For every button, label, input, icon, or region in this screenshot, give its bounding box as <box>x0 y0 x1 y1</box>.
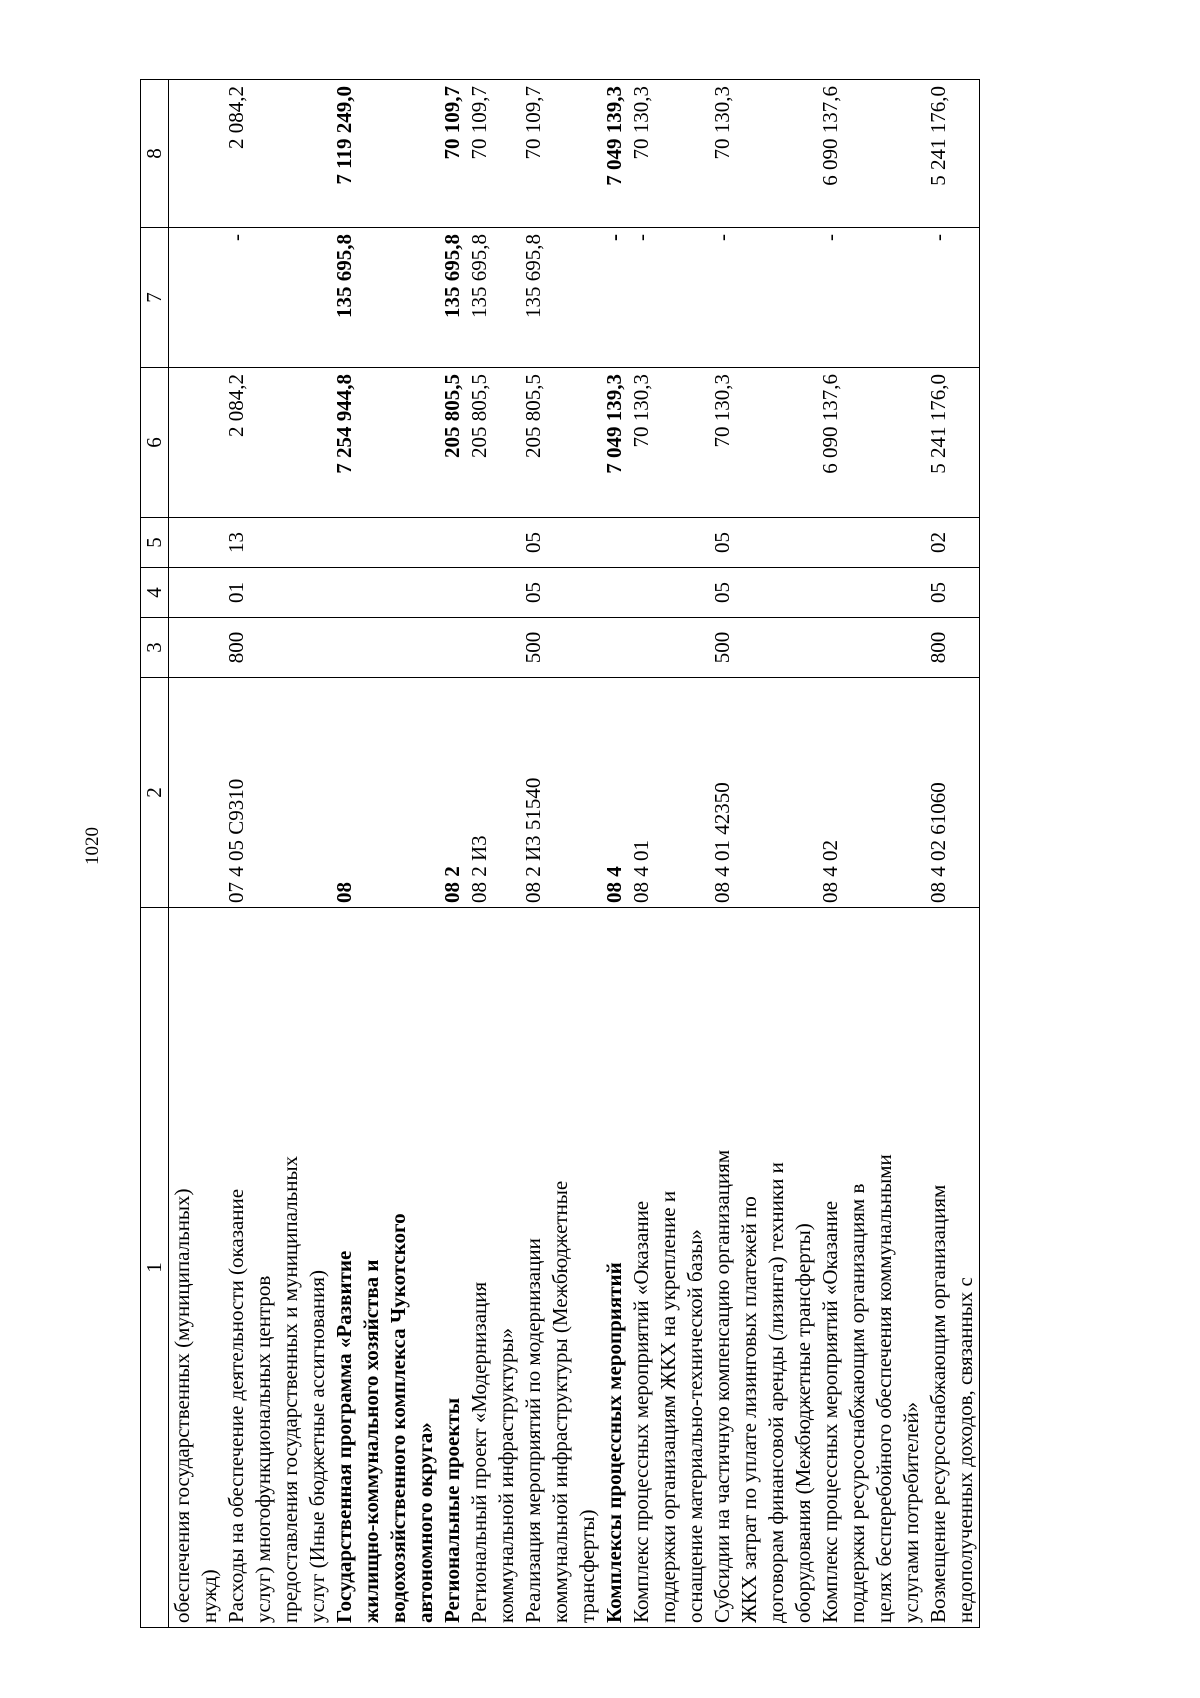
row-value-8-cell: 7 119 249,0 <box>331 80 439 228</box>
row-value-8-cell: 2 084,2 <box>223 80 331 228</box>
row-rz-cell: 05 <box>925 568 980 618</box>
row-code-cell: 08 4 02 61060 <box>925 678 980 908</box>
row-rz-cell: 01 <box>223 568 331 618</box>
row-rz-cell <box>331 568 439 618</box>
row-pr-cell: 02 <box>925 518 980 568</box>
row-value-6-cell: 205 805,5 <box>466 368 520 518</box>
row-code-cell: 08 4 01 <box>628 678 709 908</box>
header-cell: 1 <box>141 908 169 1628</box>
row-pr-cell: 05 <box>520 518 601 568</box>
row-vr-cell: 500 <box>520 618 601 678</box>
row-rz-cell <box>169 568 224 618</box>
row-rz-cell <box>817 568 925 618</box>
row-value-7-cell: - <box>601 228 628 368</box>
row-value-6-cell: 70 130,3 <box>628 368 709 518</box>
row-value-8-cell: 5 241 176,0 <box>925 80 980 228</box>
table-row <box>466 80 520 1628</box>
row-name-cell: Комплекс процессных мероприятий «Оказание поддержки организациям ЖКХ на укрепление и оснащение материально-технической базы» <box>628 908 709 1628</box>
table-row <box>223 80 331 1628</box>
header-cell: 7 <box>141 228 169 368</box>
row-rz-cell <box>628 568 709 618</box>
row-vr-cell <box>628 618 709 678</box>
row-value-7-cell <box>169 228 224 368</box>
row-value-6-cell: 205 805,5 <box>439 368 466 518</box>
row-name-cell: Комплекс процессных мероприятий «Оказание поддержки ресурсоснабжающим организациям в целях бесперебойного обеспечения коммунальными услугами потребителей» <box>817 908 925 1628</box>
row-code-cell <box>169 678 224 908</box>
row-value-8-cell: 70 109,7 <box>466 80 520 228</box>
table-row <box>628 80 709 1628</box>
row-name-cell: Возмещение ресурсоснабжающим организациям недополученных доходов, связанных с <box>925 908 980 1628</box>
row-pr-cell <box>601 518 628 568</box>
row-vr-cell <box>601 618 628 678</box>
row-value-6-cell: 70 130,3 <box>709 368 817 518</box>
row-pr-cell: 05 <box>709 518 817 568</box>
row-value-8-cell <box>169 80 224 228</box>
row-vr-cell <box>169 618 224 678</box>
row-code-cell: 08 2 И3 51540 <box>520 678 601 908</box>
row-value-6-cell: 5 241 176,0 <box>925 368 980 518</box>
row-value-8-cell: 7 049 139,3 <box>601 80 628 228</box>
row-value-8-cell: 6 090 137,6 <box>817 80 925 228</box>
row-vr-cell <box>331 618 439 678</box>
row-name-cell: Комплексы процессных мероприятий <box>601 908 628 1628</box>
row-name-cell: Расходы на обеспечение деятельности (оказание услуг) многофункциональных центров предоставления государственных и муниципальных услуг (Иные бюджетные ассигнования) <box>223 908 331 1628</box>
row-value-7-cell: - <box>817 228 925 368</box>
table-row <box>601 80 628 1628</box>
header-cell: 3 <box>141 618 169 678</box>
row-vr-cell: 500 <box>709 618 817 678</box>
budget-table <box>140 79 980 1628</box>
row-value-8-cell: 70 109,7 <box>520 80 601 228</box>
row-value-6-cell: 205 805,5 <box>520 368 601 518</box>
row-value-7-cell: 135 695,8 <box>439 228 466 368</box>
row-rz-cell <box>466 568 520 618</box>
row-value-8-cell: 70 130,3 <box>628 80 709 228</box>
row-value-8-cell: 70 109,7 <box>439 80 466 228</box>
row-value-7-cell: - <box>709 228 817 368</box>
row-code-cell: 08 2 И3 <box>466 678 520 908</box>
budget-table-rotated <box>140 80 1140 1628</box>
header-cell: 5 <box>141 518 169 568</box>
row-code-cell: 08 4 02 <box>817 678 925 908</box>
row-value-7-cell: 135 695,8 <box>331 228 439 368</box>
row-name-cell: Реализация мероприятий по модернизации коммунальной инфраструктуры (Межбюджетные трансферты) <box>520 908 601 1628</box>
row-value-6-cell: 6 090 137,6 <box>817 368 925 518</box>
row-rz-cell <box>601 568 628 618</box>
row-vr-cell <box>466 618 520 678</box>
row-value-6-cell: 2 084,2 <box>223 368 331 518</box>
header-cell: 4 <box>141 568 169 618</box>
row-code-cell: 07 4 05 С9310 <box>223 678 331 908</box>
row-pr-cell <box>331 518 439 568</box>
page-number: 1020 <box>82 827 103 865</box>
table-row <box>709 80 817 1628</box>
row-vr-cell <box>817 618 925 678</box>
table-row <box>169 80 224 1628</box>
header-cell: 8 <box>141 80 169 228</box>
row-vr-cell <box>439 618 466 678</box>
row-code-cell: 08 4 <box>601 678 628 908</box>
row-value-7-cell: - <box>925 228 980 368</box>
row-value-7-cell: 135 695,8 <box>466 228 520 368</box>
table-row <box>331 80 439 1628</box>
row-value-7-cell: 135 695,8 <box>520 228 601 368</box>
row-rz-cell: 05 <box>709 568 817 618</box>
row-value-7-cell: - <box>628 228 709 368</box>
table-row <box>817 80 925 1628</box>
row-pr-cell <box>169 518 224 568</box>
row-code-cell: 08 <box>331 678 439 908</box>
row-vr-cell: 800 <box>223 618 331 678</box>
row-name-cell: Региональный проект «Модернизация коммунальной инфраструктуры» <box>466 908 520 1628</box>
row-name-cell: обеспечения государственных (муниципальных) нужд) <box>169 908 224 1628</box>
row-value-7-cell: - <box>223 228 331 368</box>
row-pr-cell <box>628 518 709 568</box>
row-code-cell: 08 4 01 42350 <box>709 678 817 908</box>
row-value-8-cell: 70 130,3 <box>709 80 817 228</box>
table-row <box>439 80 466 1628</box>
row-name-cell: Государственная программа «Развитие жилищно-коммунального хозяйства и водохозяйственного комплекса Чукотского автономного округа» <box>331 908 439 1628</box>
row-name-cell: Субсидии на частичную компенсацию организациям ЖКХ затрат по уплате лизинговых платежей по договорам финансовой аренды (лизинга) техники и оборудования (Межбюджетные трансферты) <box>709 908 817 1628</box>
row-value-6-cell: 7 049 139,3 <box>601 368 628 518</box>
header-cell: 2 <box>141 678 169 908</box>
row-value-6-cell: 7 254 944,8 <box>331 368 439 518</box>
table-row <box>520 80 601 1628</box>
row-value-6-cell <box>169 368 224 518</box>
row-pr-cell: 13 <box>223 518 331 568</box>
row-pr-cell <box>466 518 520 568</box>
row-code-cell: 08 2 <box>439 678 466 908</box>
row-pr-cell <box>817 518 925 568</box>
row-vr-cell: 800 <box>925 618 980 678</box>
header-row <box>141 80 169 1628</box>
row-pr-cell <box>439 518 466 568</box>
table-row <box>925 80 980 1628</box>
header-cell: 6 <box>141 368 169 518</box>
row-rz-cell: 05 <box>520 568 601 618</box>
row-name-cell: Региональные проекты <box>439 908 466 1628</box>
table-body <box>169 80 980 1628</box>
row-rz-cell <box>439 568 466 618</box>
